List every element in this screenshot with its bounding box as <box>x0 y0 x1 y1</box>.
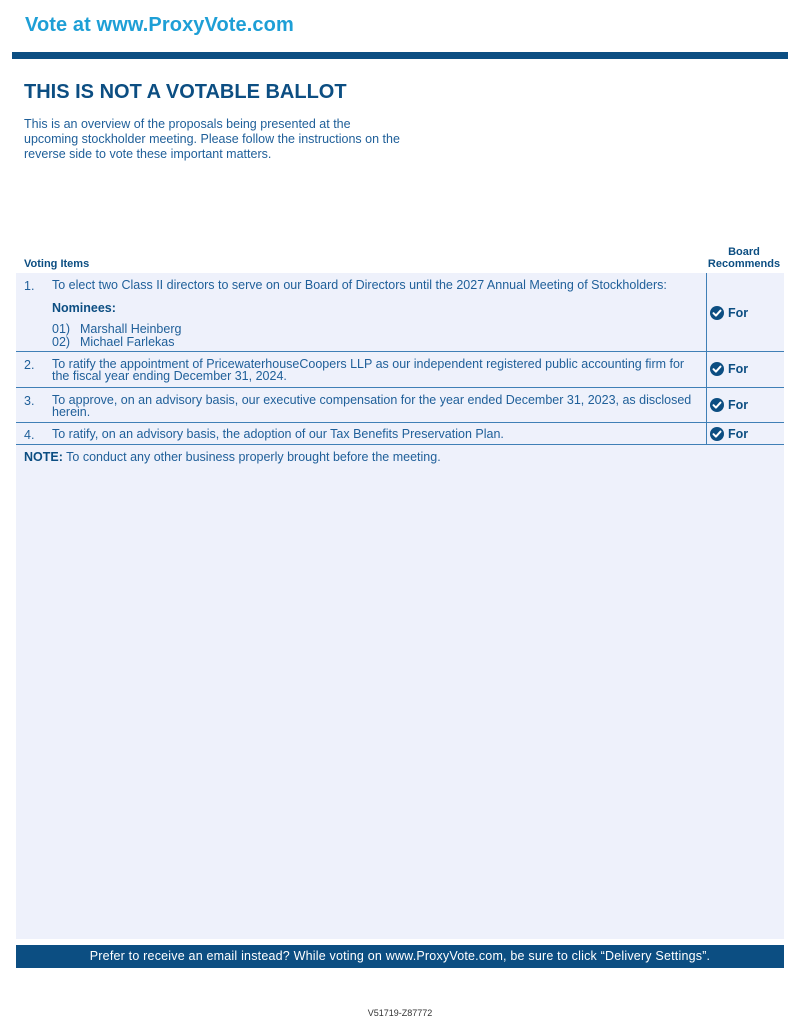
item-number: 4. <box>24 428 35 442</box>
column-header-board-line2: Recommends <box>707 258 781 270</box>
recommendation-label: For <box>728 398 749 412</box>
column-header-board-line1: Board <box>728 246 760 258</box>
note-row <box>16 445 784 468</box>
item-text: To elect two Class II directors to serve on our Board of Directors until the 2027 Annual Meeting of Stockholders: <box>52 278 667 292</box>
nominee-number: 02) <box>52 335 71 349</box>
item-number: 3. <box>24 394 35 408</box>
note-text <box>24 450 441 464</box>
column-header-voting-items: Voting Items <box>24 258 90 270</box>
check-circle-icon <box>710 306 724 320</box>
ballot-intro: This is an overview of the proposals being presented at the upcoming stockholder meeting. Please follow the instructions on the reverse side to vote these important matters. <box>24 117 400 161</box>
board-recommendation <box>706 423 784 444</box>
note-body: To conduct any other business properly brought before the meeting. <box>62 450 441 464</box>
check-circle-icon <box>710 362 724 376</box>
nominee-name: Marshall Heinberg <box>80 322 182 336</box>
nominee-name: Michael Farlekas <box>80 335 175 349</box>
item-number: 2. <box>24 358 35 372</box>
note-label: NOTE: <box>24 450 63 464</box>
voting-item-row <box>16 388 784 423</box>
item-text: To approve, on an advisory basis, our executive compensation for the year ended December 31, 2023, as disclosed herein. <box>52 393 692 419</box>
nominees-label: Nominees: <box>52 301 116 315</box>
item-number: 1. <box>24 279 35 293</box>
nominee-number: 01) <box>52 322 71 336</box>
blank-panel <box>16 467 784 939</box>
ballot-title: THIS IS NOT A VOTABLE BALLOT <box>24 81 347 103</box>
item-text: To ratify the appointment of PricewaterhouseCoopers LLP as our independent registered public accounting firm for the fiscal year ending December 31, 2024. <box>52 357 685 383</box>
recommendation-label: For <box>728 427 749 441</box>
item-text: To ratify, on an advisory basis, the adoption of our Tax Benefits Preservation Plan. <box>52 427 504 441</box>
voting-item-row <box>16 273 784 352</box>
header-divider <box>12 52 788 59</box>
header-title: Vote at www.ProxyVote.com <box>25 14 294 36</box>
board-recommendation <box>706 273 784 351</box>
recommendation-label: For <box>728 306 749 320</box>
recommendation-label: For <box>728 362 749 376</box>
voting-item-row <box>16 352 784 388</box>
board-recommendation <box>706 352 784 387</box>
footer-banner: Prefer to receive an email instead? While voting on www.ProxyVote.com, be sure to click “Delivery Settings”. <box>16 945 784 968</box>
voting-item-row <box>16 423 784 445</box>
check-circle-icon <box>710 427 724 441</box>
check-circle-icon <box>710 398 724 412</box>
voting-items-table <box>16 273 784 468</box>
column-header-board-recommends <box>700 246 788 270</box>
board-recommendation <box>706 388 784 422</box>
document-id: V51719-Z87772 <box>367 1008 433 1018</box>
